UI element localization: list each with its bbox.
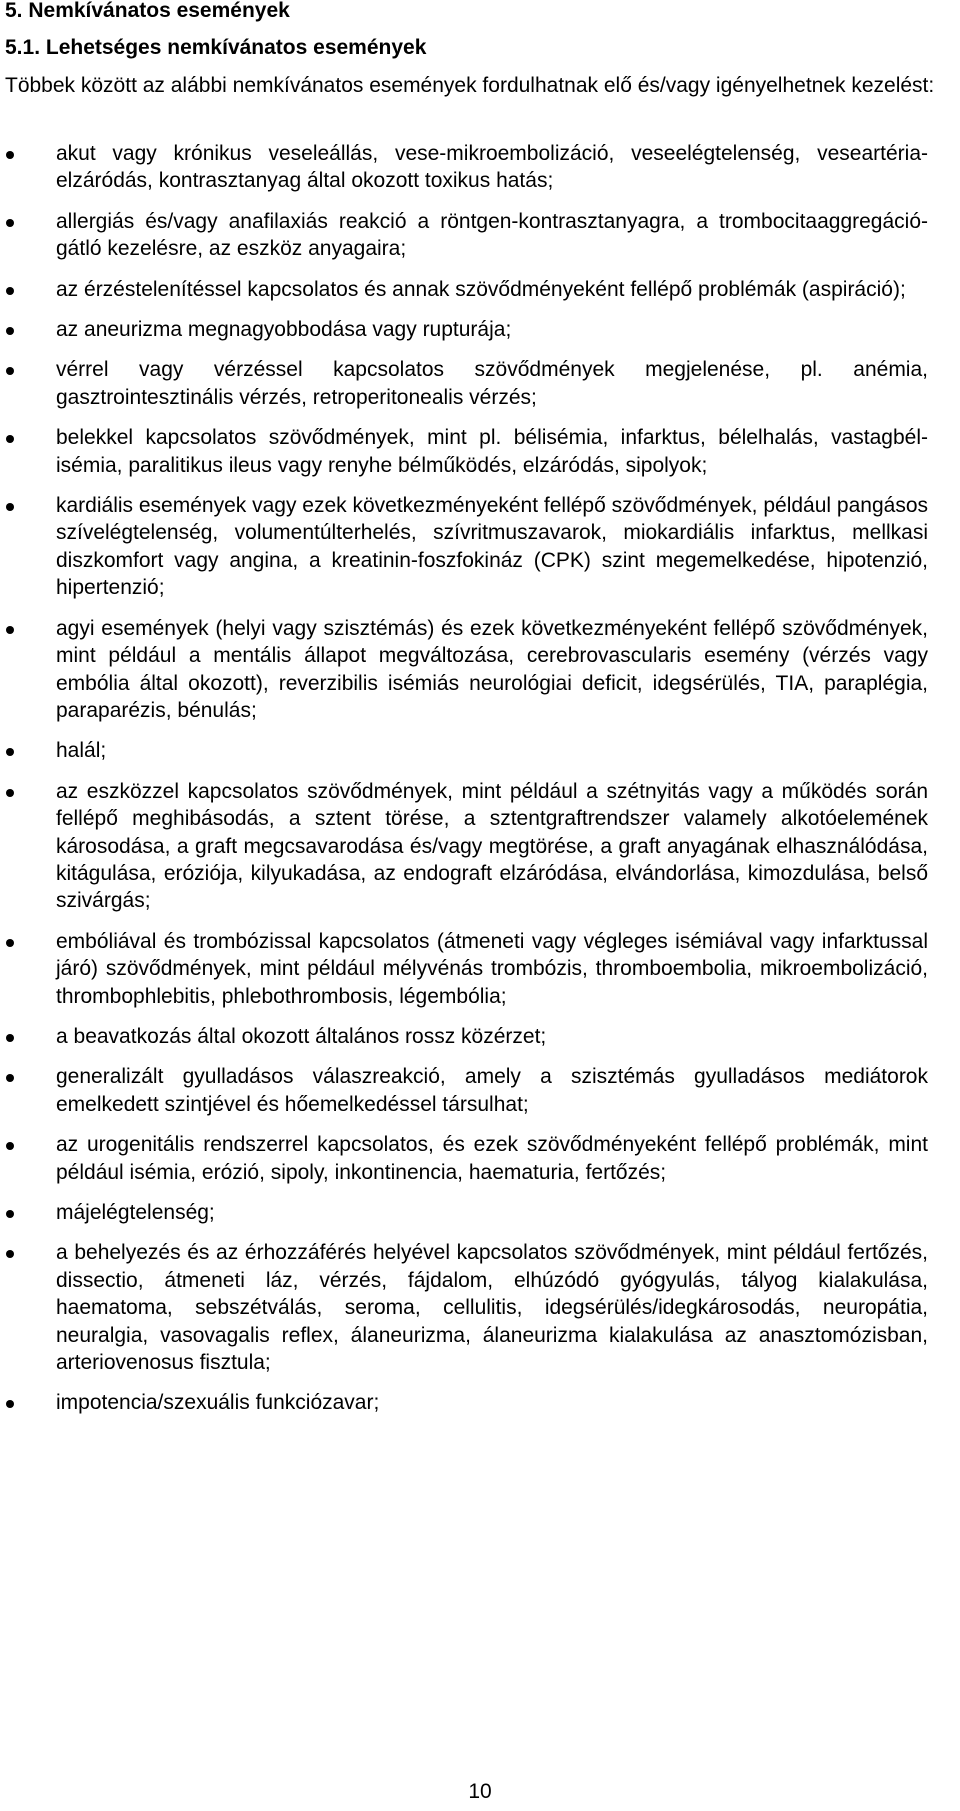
- list-item-text: generalizált gyulladásos válaszreakció, amely a szisztémás gyulladásos mediátorok emelkedett szintjével és hőemelkedéssel társulhat;: [56, 1065, 928, 1116]
- list-item-text: embóliával és trombózissal kapcsolatos (átmeneti vagy végleges isémiával vagy infarktussal járó) szövődmények, mint például mélyvénás trombózis, thromboembolia, mikroembolizáció, thrombophlebitis, phlebothrombosis, légembólia;: [56, 929, 928, 1008]
- list-item: [0, 1063, 928, 1118]
- list-item: [0, 208, 928, 263]
- bullet-icon: [6, 435, 14, 443]
- list-item: [0, 140, 928, 195]
- list-item-text: az aneurizma megnagyobbodása vagy rupturája;: [56, 318, 512, 342]
- bullet-icon: [6, 1210, 14, 1218]
- list-item-text: a behelyezés és az érhozzáférés helyével kapcsolatos szövődmények, mint például fertőzés, dissectio, átmeneti láz, vérzés, fájdalom, elhúzódó gyógyulás, tályog kialakulása, haematoma, sebszétválás, seroma, cellulitis, idegsérülés/idegkárosodás, neuropátia, neuralgia, vasovagalis reflex, álaneurizma, álaneurizma kialakulása az anasztomózisban, arteriovenosus fisztula;: [56, 1241, 928, 1375]
- bullet-icon: [6, 219, 14, 227]
- bullet-icon: [6, 1400, 14, 1408]
- list-item-text: az urogenitális rendszerrel kapcsolatos, és ezek szövődményeként fellépő problémák, mint például isémia, erózió, sipoly, inkontinencia, haematuria, fertőzés;: [56, 1133, 928, 1184]
- list-item-text: vérrel vagy vérzéssel kapcsolatos szövődmények megjelenése, pl. anémia, gasztrointesztinális vérzés, retroperitonealis vérzés;: [56, 358, 928, 409]
- list-item: [0, 424, 928, 479]
- section-heading: 5. Nemkívánatos események: [5, 0, 290, 22]
- list-item-text: az érzéstelenítéssel kapcsolatos és annak szövődményeként fellépő problémák (aspiráció);: [56, 277, 906, 301]
- list-item-text: halál;: [56, 739, 107, 763]
- list-item: [0, 356, 928, 411]
- bullet-icon: [6, 1034, 14, 1042]
- bullet-icon: [6, 939, 14, 947]
- page-number: 10: [468, 1780, 492, 1803]
- list-item-text: az eszközzel kapcsolatos szövődmények, mint például a szétnyitás vagy a működés során fellépő meghibásodás, a sztent törése, a sztentgraftrendszer valamely alkotóelemének károsodása, a graft megcsavarodása és/vagy megtörése, a graft anyagának elhasználódása, kitágulása, eróziója, kilyukadása, az endograft elzáródása, elvándorlása, kimozdulása, belső szivárgás;: [56, 779, 928, 913]
- list-item: [0, 1023, 928, 1050]
- list-item-text: májelégtelenség;: [56, 1201, 215, 1224]
- bullet-icon: [6, 1142, 14, 1150]
- bullet-icon: [6, 327, 14, 335]
- bullet-icon: [6, 789, 14, 797]
- bullet-icon: [6, 151, 14, 159]
- list-item-text: kardiális események vagy ezek következményeként fellépő szövődmények, például pangásos szívelégtelenség, volumentúlterhelés, szívritmuszavarok, miokardiális infarktus, mellkasi diszkomfort vagy angina, a kreatinin-foszfokináz (CPK) szint megemelkedése, hipotenzió, hipertenzió;: [56, 494, 928, 600]
- list-item: [0, 1239, 928, 1376]
- list-item: [0, 1389, 928, 1416]
- list-item-text: akut vagy krónikus veseleállás, vese-mikroembolizáció, veseelégtelenség, veseartéria-elzáródás, kontrasztanyag által okozott toxikus hatás;: [56, 142, 928, 193]
- list-item-text: agyi események (helyi vagy szisztémás) és ezek következményeként fellépő szövődmények, mint például a mentális állapot megváltozása, cerebrovascularis esemény (vérzés vagy embólia által okozott), reverzibilis isémiás neurológiai deficit, idegsérülés, TIA, paraplégia, paraparézis, bénulás;: [56, 616, 928, 722]
- bullet-icon: [6, 1250, 14, 1258]
- bullet-icon: [6, 503, 14, 511]
- list-item-text: belekkel kapcsolatos szövődmények, mint pl. bélisémia, infarktus, bélelhalás, vastagbél-isémia, paralitikus ileus vagy renyhe bélműködés, elzáródás, sipolyok;: [56, 426, 928, 477]
- list-item-text: allergiás és/vagy anafilaxiás reakció a röntgen-kontrasztanyagra, a trombocitaaggregáció-gátló kezelésre, az eszköz anyagaira;: [56, 209, 928, 261]
- intro-paragraph: Többek között az alábbi nemkívánatos események fordulhatnak elő és/vagy igényelhetnek kezelést:: [5, 74, 935, 97]
- subsection-heading: 5.1. Lehetséges nemkívánatos események: [5, 36, 427, 59]
- bullet-icon: [6, 626, 14, 634]
- bullet-icon: [6, 367, 14, 375]
- list-item-text: a beavatkozás által okozott általános rossz közérzet;: [56, 1024, 547, 1048]
- bullet-icon: [6, 1074, 14, 1082]
- list-item: [0, 1131, 928, 1186]
- bullet-icon: [6, 748, 14, 756]
- list-item: [0, 492, 928, 602]
- list-item: [0, 316, 928, 343]
- list-item: [0, 1199, 928, 1226]
- list-item: [0, 928, 928, 1010]
- list-item: [0, 778, 928, 915]
- adverse-events-list: [0, 140, 960, 1430]
- list-item: [0, 737, 928, 764]
- list-item: [0, 615, 928, 725]
- bullet-icon: [6, 287, 14, 295]
- list-item-text: impotencia/szexuális funkciózavar;: [56, 1391, 380, 1415]
- list-item: [0, 276, 928, 303]
